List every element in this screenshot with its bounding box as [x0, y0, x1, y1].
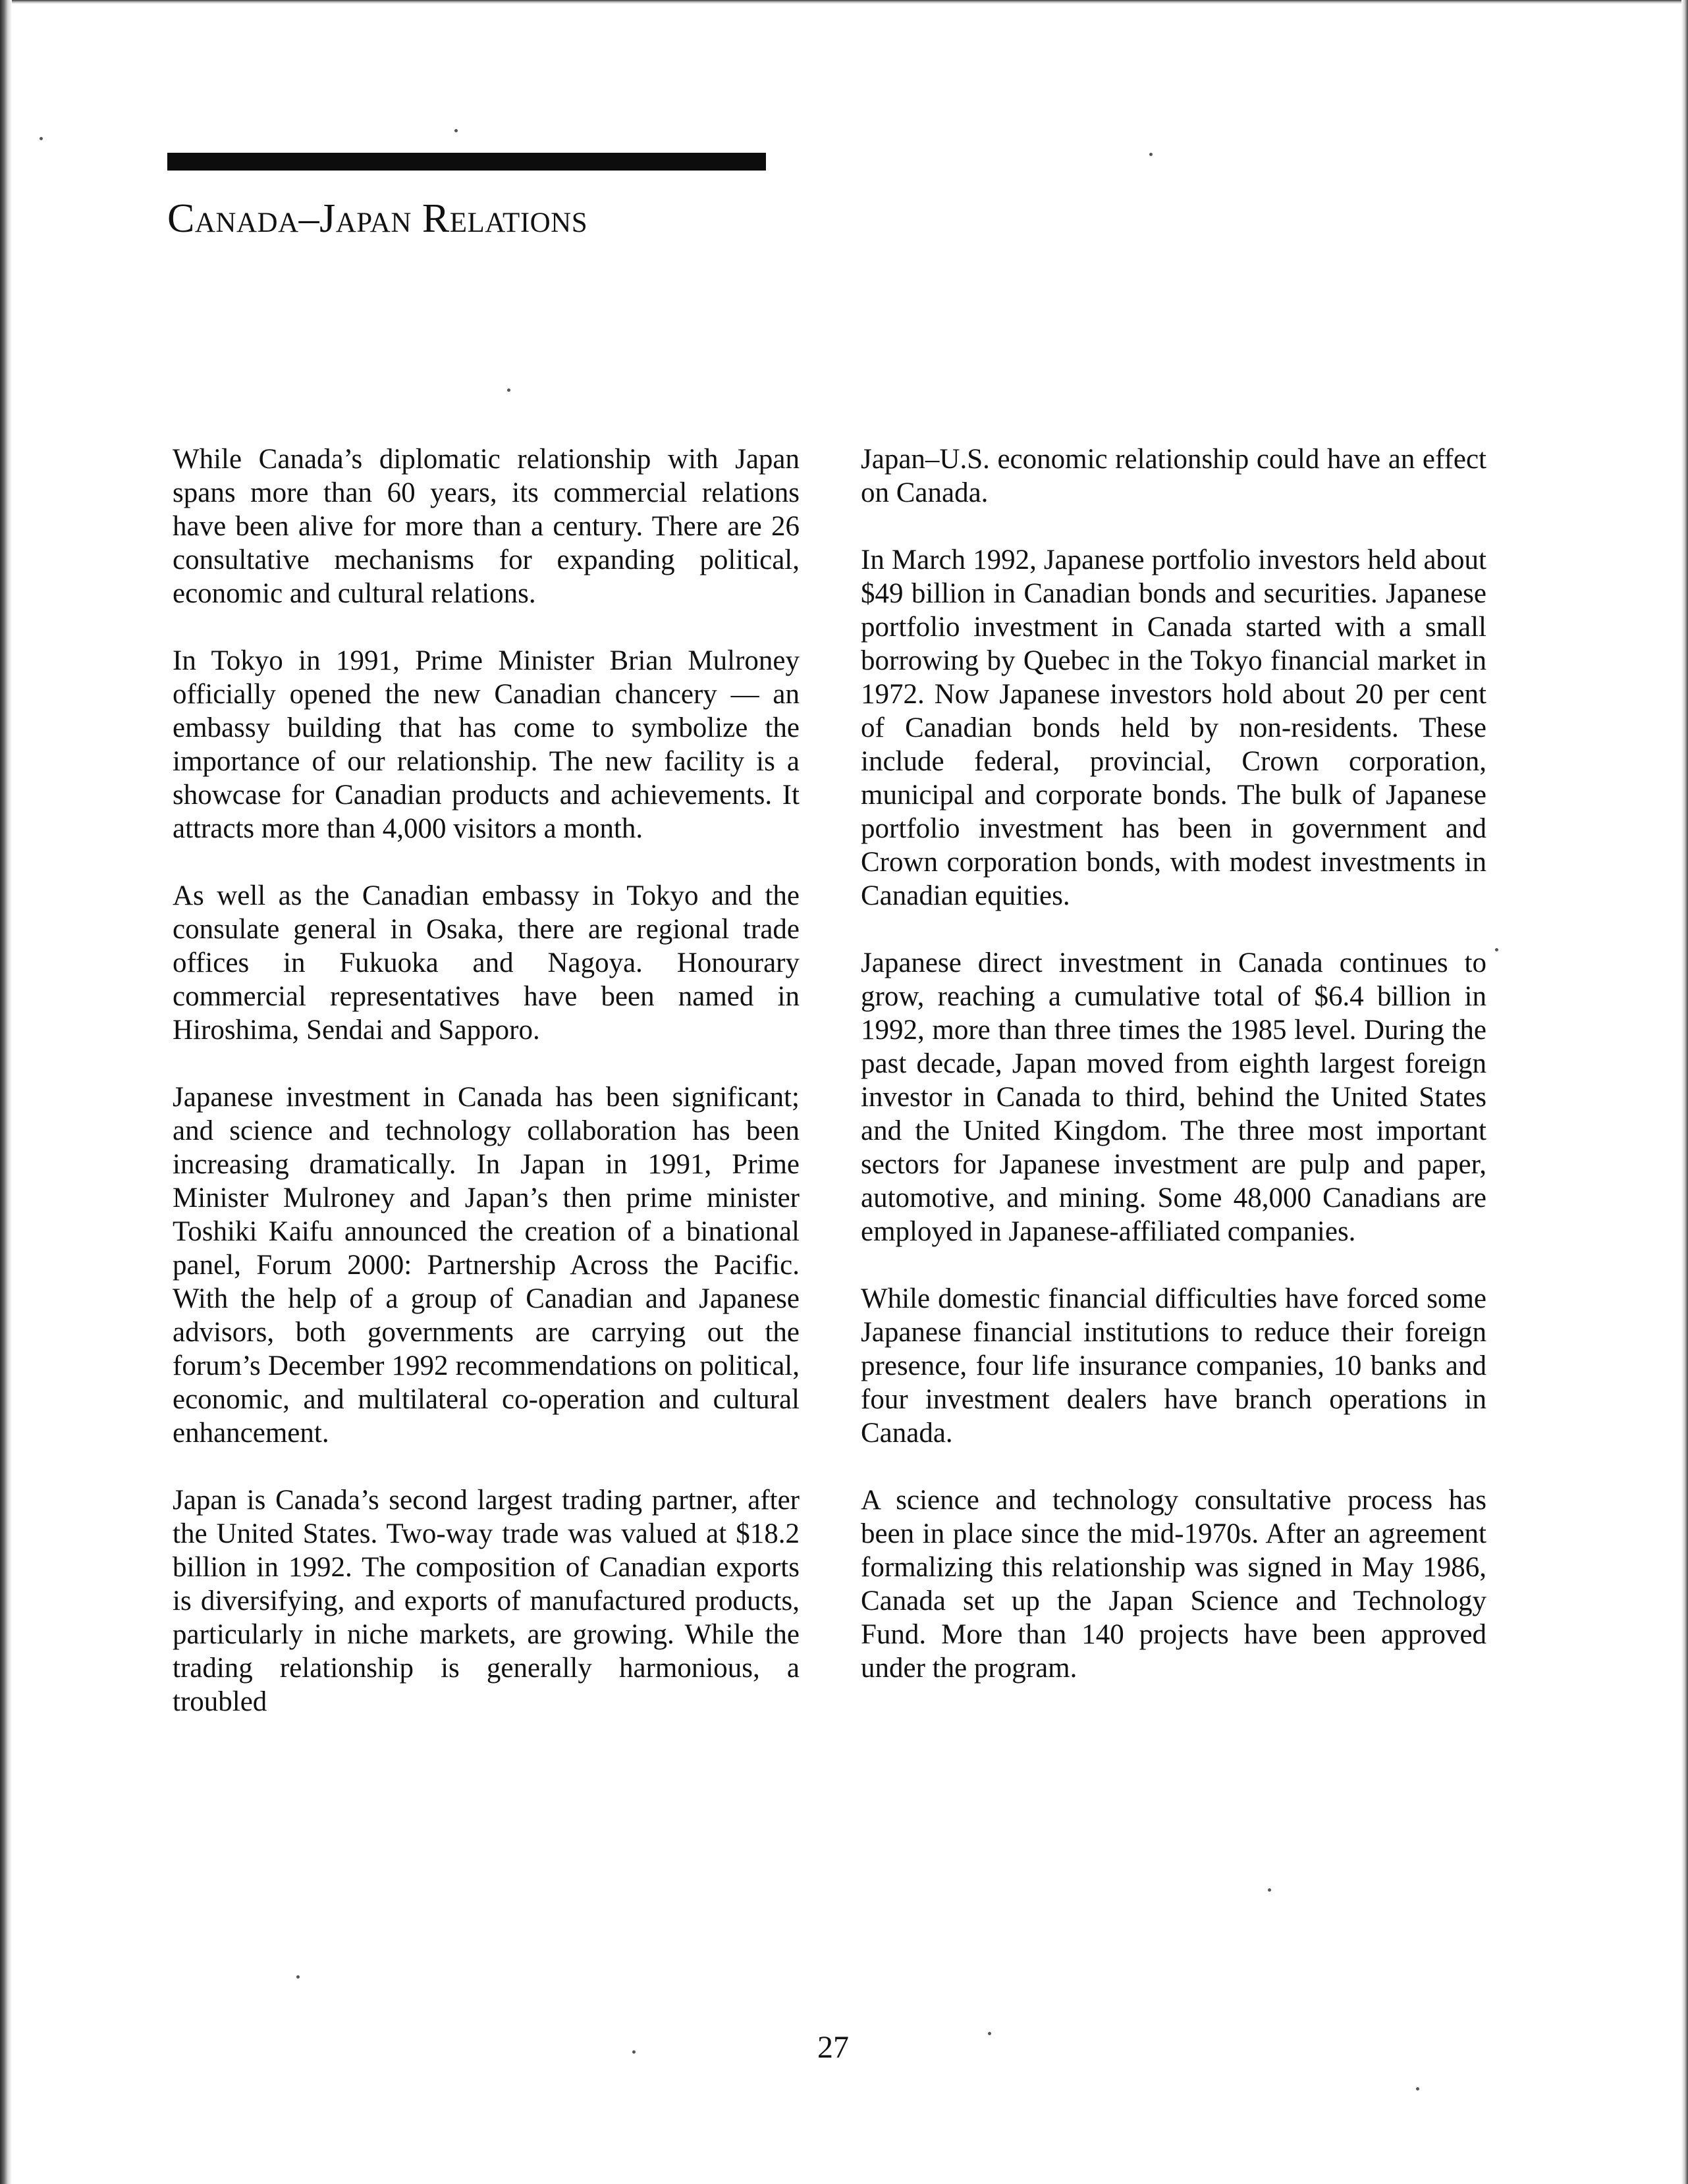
- scan-speck: [1268, 1888, 1271, 1892]
- left-paragraph-2: In Tokyo in 1991, Prime Minister Brian Mulroney officially opened the new Canadian chancery — an embassy building that has come to symbolize the importance of our relationship. The new facility is a showcase for Canadian products and achievements. It attracts more than 4,000 visitors a month.: [173, 645, 800, 844]
- scan-edge-right: [1681, 0, 1688, 2184]
- right-paragraph-2: In March 1992, Japanese portfolio investors held about $49 billion in Canadian bonds and securities. Japanese portfolio investment in Canada started with a small borrowing by Quebec in the Tokyo financial market in 1972. Now Japanese investors hold about 20 per cent of Canadian bonds held by non-residents. These include federal, provincial, Crown corporation, municipal and corporate bonds. The bulk of Japanese portfolio investment has been in government and Crown corporation bonds, with modest investments in Canadian equities.: [861, 545, 1486, 911]
- scan-edge-left: [0, 0, 12, 2184]
- left-paragraph-3: As well as the Canadian embassy in Tokyo and the consulate general in Osaka, there are regional trade offices in Fukuoka and Nagoya. Honourary commercial representatives have been named in Hiroshima, Sendai and Sapporo.: [173, 880, 800, 1046]
- scan-speck: [1149, 153, 1153, 156]
- left-paragraph-1: While Canada’s diplomatic relationship with Japan spans more than 60 years, its commercial relations have been alive for more than a century. There are 26 consultative mechanisms for expanding political, economic and cultural relations.: [173, 444, 800, 609]
- scan-speck: [1495, 948, 1498, 951]
- right-paragraph-3: Japanese direct investment in Canada continues to grow, reaching a cumulative total of $6.4 billion in 1992, more than three times the 1985 level. During the past decade, Japan moved from eighth largest foreign investor in Canada to third, behind the United States and the United Kingdom. The three most important sectors for Japanese investment are pulp and paper, automotive, and mining. Some 48,000 Canadians are employed in Japanese-affiliated companies.: [861, 947, 1486, 1247]
- right-paragraph-4: While domestic financial difficulties have forced some Japanese financial institutions to reduce their foreign presence, four life insurance companies, 10 banks and four investment dealers have branch operations in Canada.: [861, 1283, 1486, 1449]
- scan-speck: [632, 2050, 636, 2054]
- page-number: 27: [817, 2030, 849, 2065]
- header-rule: [167, 153, 766, 171]
- scan-speck: [454, 129, 458, 132]
- scan-speck: [1416, 2087, 1419, 2091]
- right-paragraph-5: A science and technology consultative process has been in place since the mid-1970s. After an agreement formalizing this relationship was signed in May 1986, Canada set up the Japan Science and Technology Fund. More than 140 projects have been approved under the program.: [861, 1485, 1486, 1684]
- left-column: [173, 442, 800, 1752]
- scan-speck: [988, 2032, 991, 2035]
- scan-speck: [507, 388, 510, 392]
- scan-edge-top: [0, 0, 1688, 4]
- page-title: Canada–Japan Relations: [167, 196, 588, 241]
- right-paragraph-1: Japan–U.S. economic relationship could have an effect on Canada.: [861, 444, 1486, 508]
- left-paragraph-5: Japan is Canada’s second largest trading partner, after the United States. Two-way trade was valued at $18.2 billion in 1992. The composition of Canadian exports is diversifying, and exports of manufactured products, particularly in niche markets, are growing. While the trading relationship is generally harmonious, a troubled: [173, 1485, 800, 1717]
- right-column: [861, 442, 1486, 1718]
- left-paragraph-4: Japanese investment in Canada has been significant; and science and technology collaboration has been increasing dramatically. In Japan in 1991, Prime Minister Mulroney and Japan’s then prime minister Toshiki Kaifu announced the creation of a binational panel, Forum 2000: Partnership Across the Pacific. With the help of a group of Canadian and Japanese advisors, both governments are carrying out the forum’s December 1992 recommendations on political, economic, and multilateral co-operation and cultural enhancement.: [173, 1082, 800, 1449]
- scan-speck: [40, 137, 43, 140]
- scan-speck: [296, 1975, 300, 1979]
